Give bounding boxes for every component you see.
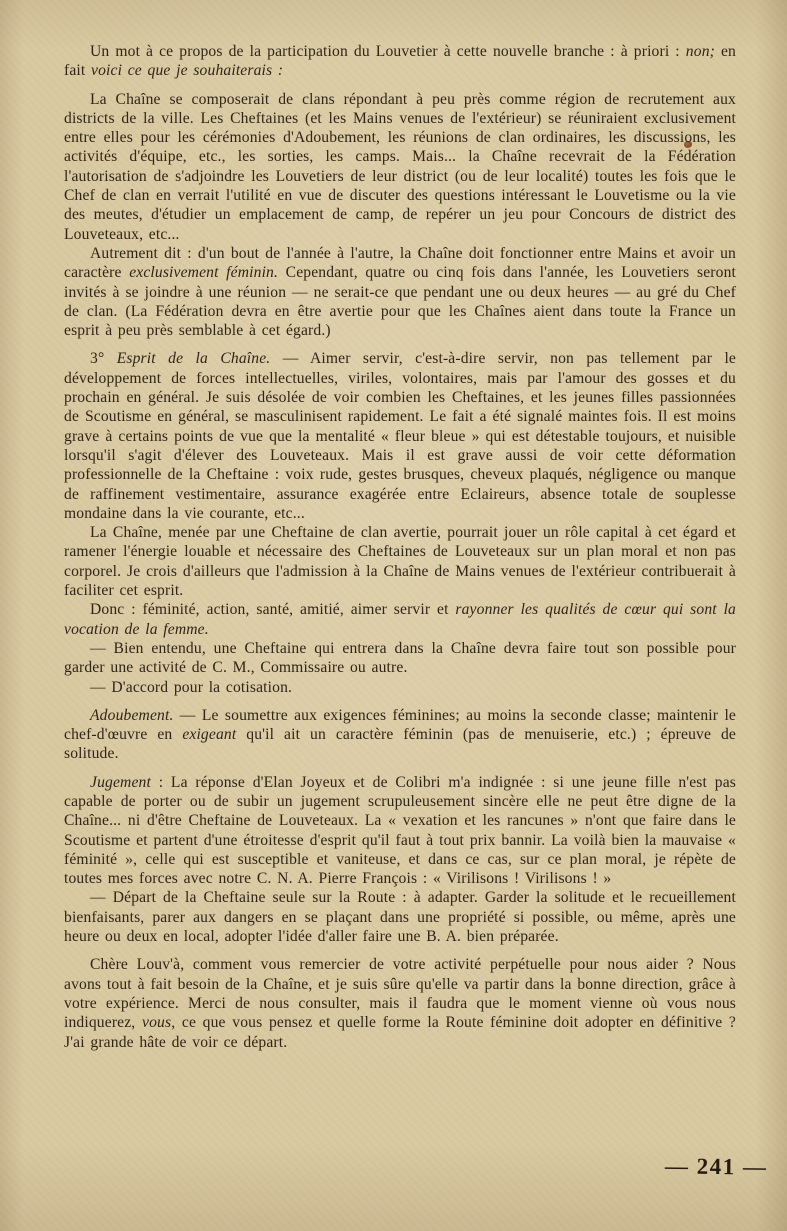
text-run: en fait (64, 43, 736, 80)
text-run: La Chaîne se composerait de clans répondant à peu près comme région de recrutement aux districts de la ville. Les Cheftaines (et les Mains venues de l'extérieur) se réuniraient exclusivement entre elles pour les cérémonies d'Adoubement, les réunions de clan ordinaires, les discussions, les activités d'équipe, etc., les sorties, les camps. Mais... la Chaîne recevrait de la Fédération l'autorisation de s'adjoindre les Louvetiers de leur district (ou de leur localité) toutes les fois que le Chef de clan en verrait l'utilité en vue de discuter des questions intéressant le Louvetisme ou la vie des meutes, d'étudier un emplacement de camp, de repérer un jeu pour Concours de district des Louveteaux, etc... (64, 90, 736, 243)
italic-run: Esprit de la Chaîne. (116, 350, 271, 368)
text-run: — D'accord pour la cotisation. (90, 678, 293, 696)
italic-run: exclusivement féminin. (129, 264, 279, 282)
paragraph-7 (64, 639, 736, 678)
paragraph-2 (64, 90, 736, 244)
italic-run: Adoubement. (90, 706, 174, 724)
text-block (64, 42, 736, 1052)
italic-run: Jugement (90, 773, 151, 791)
paragraph-6 (64, 600, 736, 639)
italic-run: non; (685, 43, 715, 60)
text-run: La Chaîne, menée par une Cheftaine de clan avertie, pourrait jouer un rôle capital à cet égard et ramener l'énergie louable et nécessaire des Cheftaines de Louveteaux sur un plan moral et non pas corporel. Je crois d'ailleurs que l'admission à la Chaîne de Mains venues de l'extérieur contribuerait à faciliter cet esprit. (64, 524, 736, 600)
text-run: — Le soumettre aux exigences féminines; au moins la seconde classe; maintenir le chef-d'œuvre en (64, 706, 736, 744)
paragraph-9 (64, 706, 736, 764)
paragraph-10 (64, 773, 736, 889)
text-run: : La réponse d'Elan Joyeux et de Colibri m'a indignée : si une jeune fille n'est pas capable de porter ou de subir un jugement scrupuleusement sincère elle ne peut être digne de la Chaîne... ni d'être Cheftaine de Louveteaux. La « vexation et les rancunes » n'ont que faire dans le Scoutisme et partent d'une étroitesse d'esprit qu'il faut à tout prix bannir. La voilà bien la mauvaise « féminité », celle qui est susceptible et vaniteuse, et dans ce cas, sur ce plan moral, je répète de toutes mes forces avec notre C. N. A. Pierre François : « Virilisons ! Virilisons ! » (64, 773, 736, 888)
paragraph-11 (64, 888, 736, 946)
paragraph-4 (64, 349, 736, 523)
italic-run: rayonner les qualités de cœur qui sont la vocation de la femme. (64, 601, 736, 638)
paragraph-1 (64, 42, 736, 81)
page-number: — 241 — (664, 1153, 768, 1180)
paragraph-12 (64, 955, 736, 1051)
text-run: Autrement dit : d'un bout de l'année à l'autre, la Chaîne doit fonctionner entre Mains et avoir un caractère (64, 244, 736, 282)
text-run: — Départ de la Cheftaine seule sur la Route : à adapter. Garder la solitude et le recueillement bienfaisants, parer aux dangers en se plaçant dans une propriété si possible, ou même, après une heure ou deux en local, adopter l'idée d'aller faire une B. A. bien préparée. (64, 889, 736, 946)
text-run: — Bien entendu, une Cheftaine qui entrera dans la Chaîne devra faire tout son possible pour garder une activité de C. M., Commissaire ou autre. (64, 639, 736, 677)
text-run: Cependant, quatre ou cinq fois dans l'année, les Louvetiers seront invités à se joindre à une réunion — ne serait-ce que pendant une ou deux heures — au gré du Chef de clan. (La Fédération devra en être avertie pour que les Chaînes aient dans toute la France un esprit à peu près semblable à cet égard.) (64, 264, 736, 340)
text-run: 3° (90, 350, 117, 368)
text-run: — Aimer servir, c'est-à-dire servir, non pas tellement par le développement de forces intellectuelles, viriles, volontaires, mais par l'amour des gosses et du prochain en général. Je suis désolée de voir combien les Cheftaines, et les jeunes filles passionnées de Scoutisme en général, se masculinisent rapidement. Le fait a été signalé maintes fois. Il est moins grave à certains points de vue que la mentalité « fleur bleue » qui est détestable toujours, et nuisible lorsqu'il s'agit d'élever des Louveteaux. Mais il est grave aussi de voir cette déformation professionnelle de la Cheftaine : voix rude, gestes brusques, cheveux plaqués, négligence ou manque de raffinement vestimentaire, assurance exagérée entre Eclaireurs, absence totale de souplesse mondaine dans la vie courante, etc... (64, 350, 736, 522)
text-run: Chère Louv'à, comment vous remercier de votre activité perpétuelle pour nous aider ? Nous avons tout à fait besoin de la Chaîne, et je suis sûre qu'elle va partir dans la bonne direction, grâce à votre expérience. Merci de nous consulter, mais il faudra que le moment vienne où vous nous indiquerez, (64, 956, 736, 1032)
text-run: qu'il ait un caractère féminin (pas de menuiserie, etc.) ; épreuve de solitude. (64, 726, 737, 763)
italic-run: vous (142, 1014, 172, 1032)
italic-run: voici ce que je souhaiterais : (91, 62, 284, 80)
text-run: , ce que vous pensez et quelle forme la Route féminine doit adopter en définitive ? J'ai grande hâte de voir ce départ. (64, 1014, 736, 1051)
paragraph-3 (64, 244, 736, 340)
text-run: Donc : féminité, action, santé, amitié, aimer servir et (90, 601, 456, 619)
paragraph-8 (64, 678, 736, 697)
paragraph-5 (64, 523, 736, 600)
text-run: Un mot à ce propos de la participation du Louvetier à cette nouvelle branche : à priori : (90, 43, 686, 60)
italic-run: exigeant (182, 726, 237, 744)
